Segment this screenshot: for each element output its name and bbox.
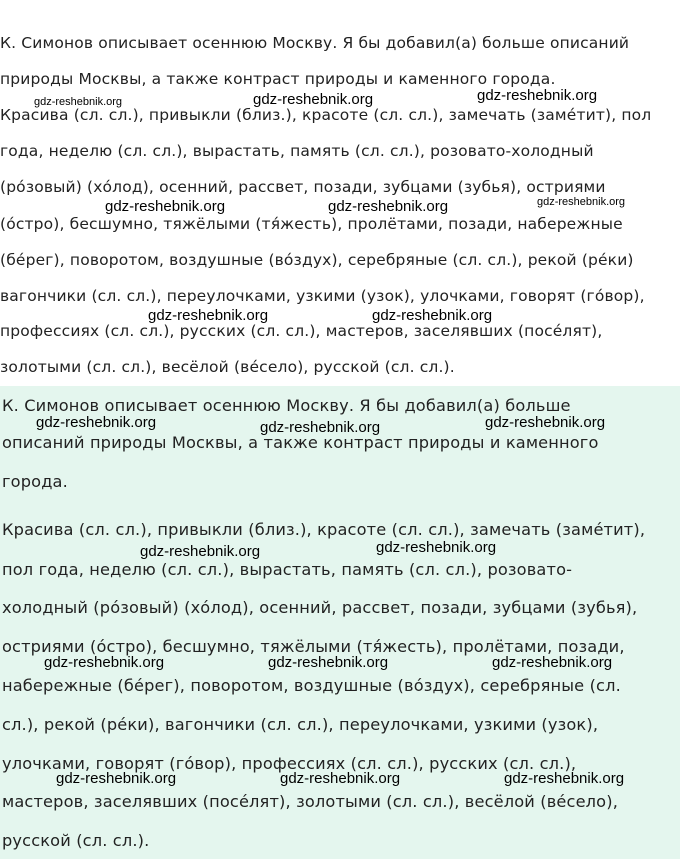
watermark: gdz-reshebnik.org — [44, 654, 165, 671]
text-line: сл.), рекой (рéки), вагончики (сл. сл.), переулочками, узкими (узок), — [2, 715, 599, 734]
watermark: gdz-reshebnik.org — [56, 770, 177, 787]
watermark: gdz-reshebnik.org — [36, 414, 157, 431]
watermark: gdz-reshebnik.org — [268, 654, 389, 671]
text-line: остриями (óстро), бесшумно, тяжёлыми (тя́жесть), пролётами, позади, — [2, 637, 625, 656]
text-line: (рóзовый) (хóлод), осенний, рассвет, позади, зубцами (зубья), остриями — [0, 178, 606, 196]
text-line: Красива (сл. сл.), привыкли (близ.), красоте (сл. сл.), замечать (замéтит), пол — [0, 106, 652, 124]
watermark: gdz-reshebnik.org — [148, 307, 269, 324]
text-line: К. Симонов описывает осеннюю Москву. Я бы добавил(а) больше — [2, 396, 571, 415]
watermark: gdz-reshebnik.org — [477, 87, 598, 104]
watermark: gdz-reshebnik.org — [492, 654, 613, 671]
watermark: gdz-reshebnik.org — [280, 770, 401, 787]
watermark: gdz-reshebnik.org — [372, 307, 493, 324]
text-line: Красива (сл. сл.), привыкли (близ.), красоте (сл. сл.), замечать (замéтит), — [2, 520, 646, 539]
text-line: (бéрег), поворотом, воздушные (вóздух), серебряные (сл. сл.), рекой (рéки) — [0, 251, 634, 269]
answer-block-2 — [0, 386, 680, 859]
text-line: года, неделю (сл. сл.), вырастать, память (сл. сл.), розовато-холодный — [0, 142, 594, 160]
text-line: набережные (бéрег), поворотом, воздушные (вóздух), серебряные (сл. — [2, 676, 621, 695]
watermark: gdz-reshebnik.org — [537, 196, 626, 208]
watermark: gdz-reshebnik.org — [140, 543, 261, 560]
watermark: gdz-reshebnik.org — [376, 539, 497, 556]
text-line: золотыми (сл. сл.), весёлой (вéсело), русской (сл. сл.). — [0, 358, 455, 376]
watermark: gdz-reshebnik.org — [253, 91, 374, 108]
text-line: природы Москвы, а также контраст природы и каменного города. — [0, 70, 556, 88]
watermark: gdz-reshebnik.org — [260, 419, 381, 436]
watermark: gdz-reshebnik.org — [105, 198, 226, 215]
text-line: пол года, неделю (сл. сл.), вырастать, память (сл. сл.), розовато- — [2, 560, 573, 579]
text-line: К. Симонов описывает осеннюю Москву. Я бы добавил(а) больше описаний — [0, 34, 630, 52]
watermark: gdz-reshebnik.org — [504, 770, 625, 787]
watermark: gdz-reshebnik.org — [328, 198, 449, 215]
text-line: профессиях (сл. сл.), русских (сл. сл.), мастеров, заселявших (посéлят), — [0, 322, 603, 340]
text-line: описаний природы Москвы, а также контраст природы и каменного — [2, 433, 599, 452]
text-line: города. — [2, 472, 68, 491]
text-line: улочками, говорят (гóвор), профессиях (сл. сл.), русских (сл. сл.), — [2, 754, 577, 773]
text-line: русской (сл. сл.). — [2, 831, 150, 850]
watermark: gdz-reshebnik.org — [485, 414, 606, 431]
text-line: мастеров, заселявших (посéлят), золотыми (сл. сл.), весёлой (вéсело), — [2, 792, 618, 811]
text-line: холодный (рóзовый) (хóлод), осенний, рассвет, позади, зубцами (зубья), — [2, 598, 638, 617]
text-line: (óстро), бесшумно, тяжёлыми (тя́жесть), пролётами, позади, набережные — [0, 215, 623, 233]
watermark: gdz-reshebnik.org — [34, 96, 123, 108]
answer-block-1 — [0, 0, 680, 386]
text-line: вагончики (сл. сл.), переулочками, узкими (узок), улочками, говорят (гóвор), — [0, 287, 645, 305]
